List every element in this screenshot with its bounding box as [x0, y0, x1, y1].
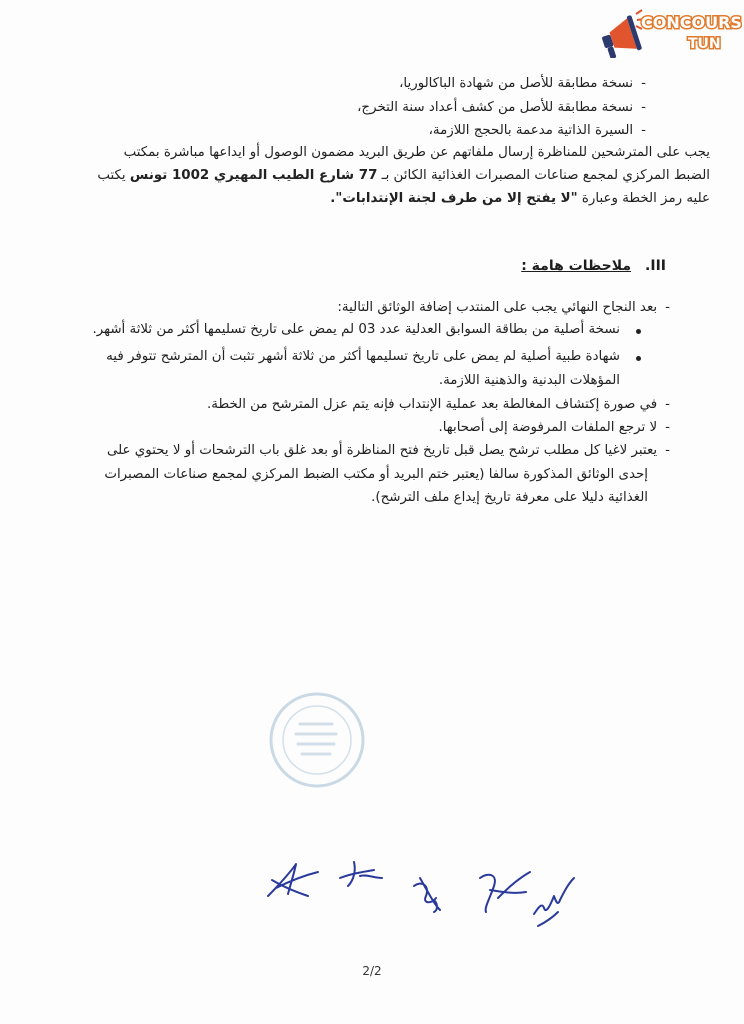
concours-tun-logo [596, 6, 742, 58]
submission-line-2: الضبط المركزي لمجمع صناعات المصبرات الغذائية الكائن بـ 77 شارع الطيب المهيري 1002 تونس يكتب [97, 168, 710, 183]
note-intro: -بعد النجاح النهائي يجب على المنتدب إضافة الوثائق التالية: [337, 300, 670, 315]
submission-line-1: يجب على المترشحين للمناظرة إرسال ملفاتهم عن طريق البريد مضمون الوصول أو ايداعها مباشرة بمكتب [123, 145, 710, 160]
list-item: -السيرة الذاتية مدعمة بالحجج اللازمة، [428, 123, 646, 138]
list-item: -نسخة مطابقة للأصل من كشف أعداد سنة التخرج، [357, 100, 646, 115]
svg-text:CONCOURS: CONCOURS [641, 13, 742, 32]
note-rejected: -لا ترجع الملفات المرفوضة إلى أصحابها. [438, 420, 670, 435]
svg-text:TUN: TUN [688, 36, 721, 52]
section-number: III. [645, 258, 666, 274]
note-void-cont-2: الغذائية دليلا على معرفة تاريخ إيداع ملف الترشح). [371, 490, 648, 505]
bullet-icon [636, 329, 641, 334]
note-void-cont-1: إحدى الوثائق المذكورة سالفا (يعتبر ختم البريد أو مكتب الضبط المركزي لمجمع صناعات المصبرات [104, 467, 648, 482]
bullet-icon [636, 356, 641, 361]
address-text: 77 شارع الطيب المهيري 1002 تونس [129, 168, 378, 183]
section-title: ملاحظات هامة : [521, 258, 632, 274]
page-number: 2/2 [362, 964, 382, 978]
official-stamp [262, 688, 372, 792]
note-bullet-1: نسخة أصلية من بطاقة السوابق العدلية عدد 03 لم يمض على تاريخ تسليمها أكثر من ثلاثة أشهر. [92, 322, 620, 337]
list-item: -نسخة مطابقة للأصل من شهادة الباكالوريا، [399, 76, 646, 91]
note-fraud: -في صورة إكتشاف المغالطة بعد عملية الإنتداب فإنه يتم عزل المترشح من الخطة. [207, 397, 670, 412]
note-void: -يعتبر لاغيا كل مطلب ترشح يصل قبل تاريخ فتح المناظرة أو بعد غلق باب الترشحات أو لا يحتوي على [106, 443, 670, 458]
note-bullet-2: شهادة طبية أصلية لم يمض على تاريخ تسليمها أكثر من ثلاثة أشهر تثبت أن المترشح تتوفر فيه [106, 349, 620, 364]
envelope-phrase: "لا يفتح إلا من طرف لجنة الإنتدابات". [330, 191, 578, 206]
section-heading [521, 258, 666, 274]
note-bullet-2-cont: المؤهلات البدنية والذهنية اللازمة. [438, 373, 620, 388]
submission-line-3: عليه رمز الخطة وعبارة "لا يفتح إلا من طرف لجنة الإنتدابات". [330, 191, 710, 206]
signatures [262, 852, 582, 942]
